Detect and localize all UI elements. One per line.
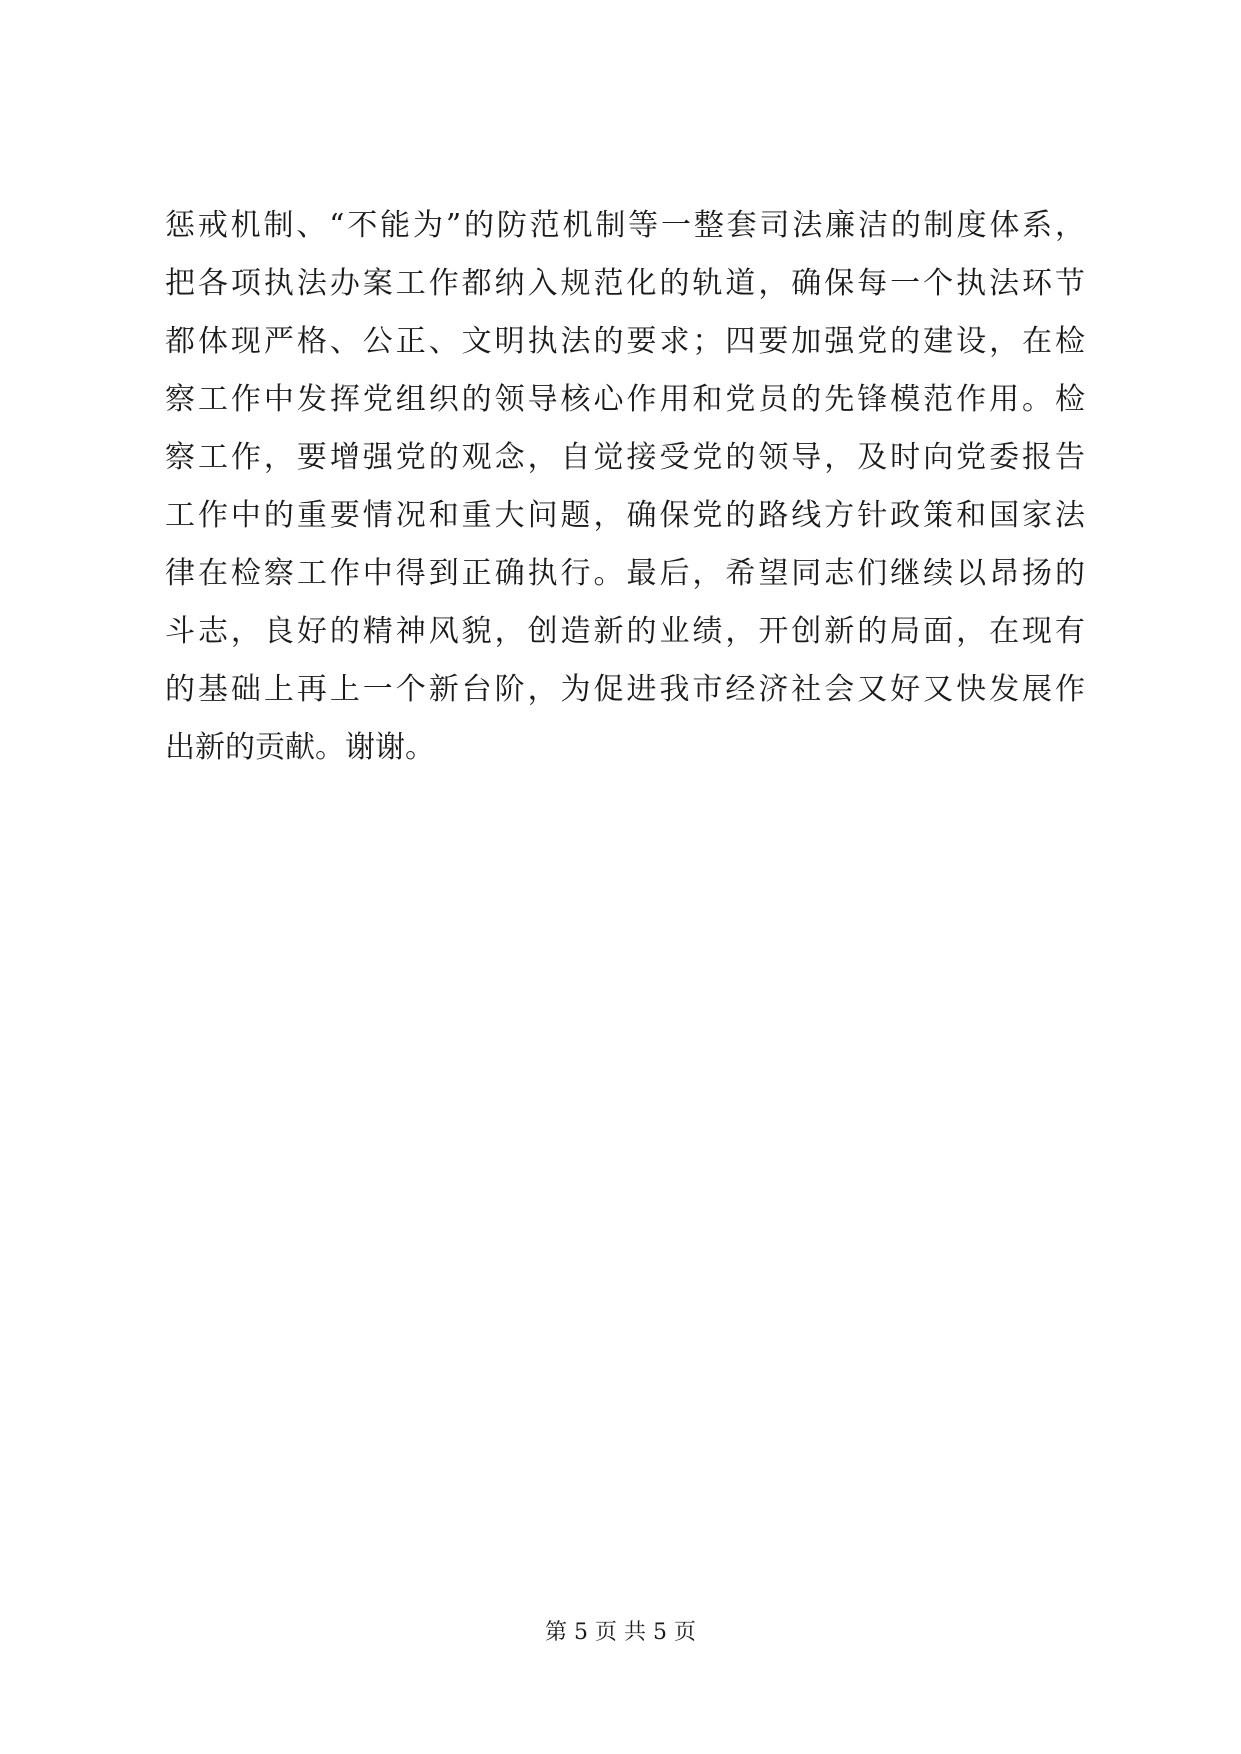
text-line: 察工作，要增强党的观念，自觉接受党的领导，及时向党委报告 — [165, 440, 1085, 475]
text-line: 出新的贡献。谢谢。 — [165, 730, 435, 765]
body-text — [165, 197, 1085, 777]
text-line: 惩戒机制、“不能为”的防范机制等一整套司法廉洁的制度体系， — [165, 208, 1085, 243]
text-line: 察工作中发挥党组织的领导核心作用和党员的先锋模范作用。检 — [165, 382, 1085, 417]
text-line: 的基础上再上一个新台阶，为促进我市经济社会又好又快发展作 — [165, 672, 1085, 707]
text-line: 斗志，良好的精神风貌，创造新的业绩，开创新的局面，在现有 — [165, 614, 1085, 649]
page-number-label: 第 5 页 共 5 页 — [545, 1620, 696, 1645]
text-line: 都体现严格、公正、文明执法的要求；四要加强党的建设，在检 — [165, 324, 1085, 359]
page-footer — [0, 1618, 1241, 1648]
text-line: 把各项执法办案工作都纳入规范化的轨道，确保每一个执法环节 — [165, 266, 1085, 301]
text-line: 律在检察工作中得到正确执行。最后，希望同志们继续以昂扬的 — [165, 556, 1085, 591]
text-line: 工作中的重要情况和重大问题，确保党的路线方针政策和国家法 — [165, 498, 1085, 533]
